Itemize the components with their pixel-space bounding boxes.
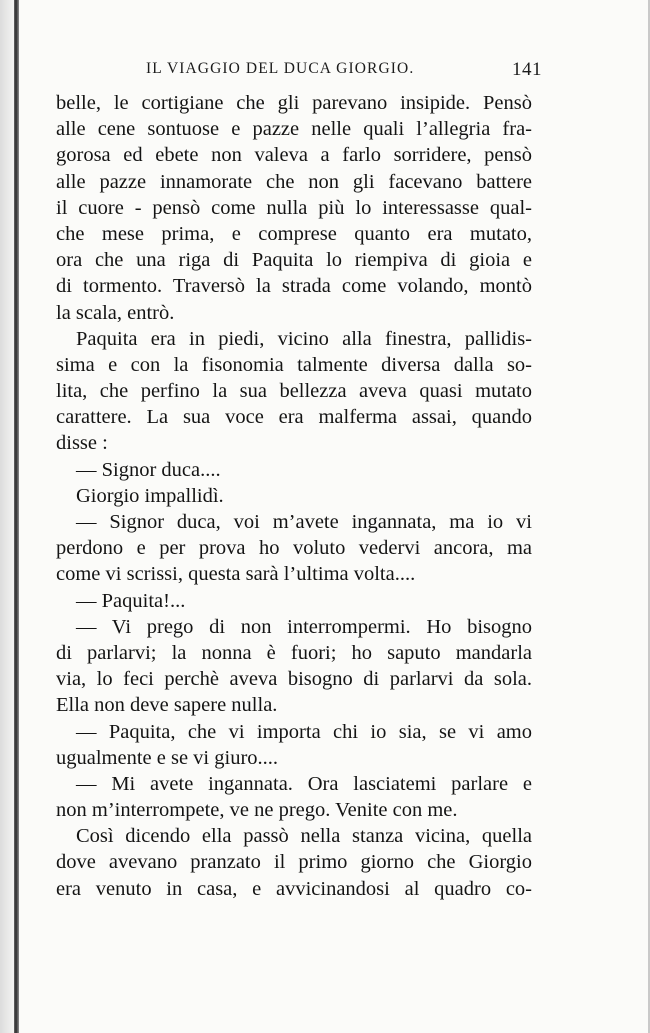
text-line: era venuto in casa, e avvicinandosi al quadro co- xyxy=(56,877,532,900)
text-line: di parlarvi; la nonna è fuori; ho saputo mandarla xyxy=(56,641,532,664)
text-line: la scala, entrò. xyxy=(56,301,175,324)
text-line: Così dicendo ella passò nella stanza vicina, quella xyxy=(76,825,532,848)
text-line: lita, che perfino la sua bellezza aveva quasi mutato xyxy=(56,380,532,403)
text-line: carattere. La sua voce era malferma assai, quando xyxy=(56,406,532,429)
text-line: Ella non deve sapere nulla. xyxy=(56,694,278,717)
text-line: dove avevano pranzato il primo giorno che Giorgio xyxy=(56,851,532,874)
text-line: Paquita era in piedi, vicino alla finestra, pallidis- xyxy=(76,327,532,350)
page-number: 141 xyxy=(512,59,542,80)
text-line: sima e con la fisonomia talmente diversa dalla so- xyxy=(56,353,532,376)
binding-shadow xyxy=(0,0,14,1033)
running-title: IL VIAGGIO DEL DUCA GIORGIO. xyxy=(146,60,415,77)
text-line: perdono e per prova ho voluto vedervi ancora, ma xyxy=(56,537,532,560)
text-line: — Signor duca, voi m’avete ingannata, ma io vi xyxy=(76,511,532,533)
text-line: che mese prima, e comprese quanto era mutato, xyxy=(56,222,532,245)
text-line: alle pazze innamorate che non gli facevano battere xyxy=(56,170,532,193)
text-line: — Paquita, che vi importa chi io sia, se vi amo xyxy=(76,720,532,743)
text-line: via, lo feci perchè aveva bisogno di parlarvi da sola. xyxy=(56,668,532,691)
text-line: non m’interrompete, ve ne prego. Venite con me. xyxy=(56,799,458,822)
text-line: gorosa ed ebete non valeva a farlo sorridere, pensò xyxy=(56,144,532,167)
text-line: — Vi prego di non interrompermi. Ho bisogno xyxy=(76,615,532,638)
text-line: di tormento. Traversò la strada come volando, montò xyxy=(56,275,532,298)
text-line: — Signor duca.... xyxy=(76,458,221,481)
text-line: — Mi avete ingannata. Ora lasciatemi parlare e xyxy=(76,772,532,795)
binding-edge xyxy=(14,0,19,1033)
text-line: ora che una riga di Paquita lo riempiva di gioia e xyxy=(56,249,532,272)
text-line: — Paquita!... xyxy=(76,589,186,612)
text-line: disse : xyxy=(56,432,108,455)
text-line: belle, le cortigiane che gli parevano insipide. Pensò xyxy=(56,92,532,114)
text-line: ugualmente e se vi giuro.... xyxy=(56,746,279,769)
text-line: alle cene sontuose e pazze nelle quali l’allegria fra- xyxy=(56,118,532,141)
text-line: come vi scrissi, questa sarà l’ultima volta.... xyxy=(56,563,416,586)
text-line: il cuore - pensò come nulla più lo interessasse qual- xyxy=(56,196,532,219)
text-line: Giorgio impallidì. xyxy=(76,484,224,507)
body-text xyxy=(56,90,532,902)
